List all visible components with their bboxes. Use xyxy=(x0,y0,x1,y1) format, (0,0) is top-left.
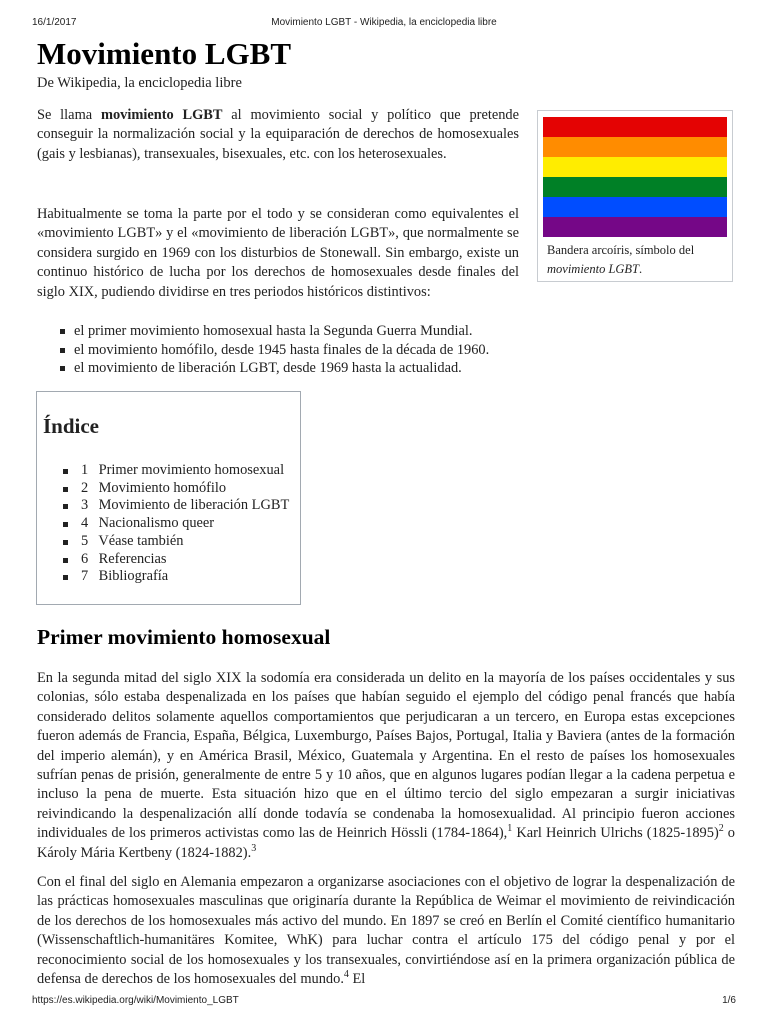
toc-item-number: 6 xyxy=(81,550,89,567)
reference-link[interactable]: 1 xyxy=(507,823,513,835)
toc-item-number: 7 xyxy=(81,568,89,585)
page-title: Movimiento LGBT xyxy=(37,36,292,71)
print-date: 16/1/2017 xyxy=(32,17,77,28)
toc-item-label[interactable]: Referencias xyxy=(98,550,167,567)
section-p2-text: Con el final del siglo en Alemania empezaron a organizarse asociaciones con el objetivo de lograr la despenalización de las prácticas homosexuales masculinas que originaría durante la República de Weimar el movimiento de reivindicación de los derechos de los homosexuales más activo del mundo. En 1897 se creó en Berlín el Comité científico humanitario (Wissenschaftlich-humanitäres Komitee, WhK) para luchar contra el artículo 175 del código penal y por el reconocimiento social de los homosexuales y los transexuales, convirtiéndose así en la primera organización pública de defensa de derechos de los homosexuales del mundo. xyxy=(37,874,735,988)
toc-item-label[interactable]: Movimiento de liberación LGBT xyxy=(98,497,290,514)
site-tagline: De Wikipedia, la enciclopedia libre xyxy=(37,75,242,91)
toc-item-label[interactable]: Primer movimiento homosexual xyxy=(98,462,285,478)
toc-item-label[interactable]: Movimiento homófilo xyxy=(98,479,227,496)
caption-text: Bandera arcoíris, símbolo del xyxy=(547,243,695,257)
toc-list xyxy=(63,462,289,586)
infobox-caption xyxy=(547,241,727,279)
print-footer xyxy=(32,995,736,1006)
intro-p1-post: al movimiento social y político que pretende conseguir la normalización social y la equiparación de derechos de homosexuales (gais y lesbianas), transexuales, bisexuales, etc. con los heterosexuales. xyxy=(37,107,520,162)
flag-stripe-red xyxy=(543,117,727,137)
toc-item[interactable] xyxy=(63,462,289,480)
section-p2-end: El xyxy=(348,971,366,988)
section-paragraph-2 xyxy=(37,873,735,989)
toc-item-number: 1 xyxy=(81,462,89,478)
caption-link[interactable]: movimiento LGBT xyxy=(547,262,640,276)
reference-link[interactable]: 2 xyxy=(718,823,724,835)
toc-item-label[interactable]: Bibliografía xyxy=(98,568,169,585)
flag-stripe-blue xyxy=(543,197,727,217)
list-item: el movimiento de liberación LGBT, desde 1969 hasta la actualidad. xyxy=(54,359,489,378)
toc-item-number: 4 xyxy=(81,515,89,532)
print-header xyxy=(32,17,736,28)
toc-item[interactable] xyxy=(63,533,289,551)
toc-item[interactable] xyxy=(63,551,289,569)
section-p1-mid2: o Károly Mária Kertbeny (1824-1882). xyxy=(37,825,735,861)
flag-stripe-orange xyxy=(543,137,727,157)
periods-list xyxy=(54,322,489,378)
toc-item[interactable] xyxy=(63,497,289,515)
flag-stripe-yellow xyxy=(543,157,727,177)
toc-item-label[interactable]: Nacionalismo queer xyxy=(98,515,215,532)
print-page-title: Movimiento LGBT - Wikipedia, la enciclopedia libre xyxy=(271,17,497,28)
list-item: el movimiento homófilo, desde 1945 hasta finales de la década de 1960. xyxy=(54,341,489,360)
table-of-contents xyxy=(36,391,301,605)
reference-link[interactable]: 4 xyxy=(343,969,349,981)
toc-item-number: 5 xyxy=(81,532,89,549)
intro-paragraph-1 xyxy=(37,106,519,164)
section-p1-text: En la segunda mitad del siglo XIX la sodomía era considerada un delito en la mayoría de los países occidentales y sus colonias, sólo estaba despenalizada en los países que habían seguido el ejemplo del código penal francés que había considerado delitos solamente aquellos comportamientos que perjudicaran a un tercero, en Europa estas excepciones fueron además de Francia, España, Bélgica, Luxemburgo, Países Bajos, Portugal, Italia y Baviera (antes de la formación del imperio alemán), y en América Brasil, México, Guatemala y Argentina. En el resto de países los homosexuales sufrían penas de prisión, generalmente de entre 5 y 10 años, que en algunos lugares podían llegar a la cadena perpetua e incluso la pena de muerte. Esta situación hizo que en el último tercio del siglo empezaran a surgir iniciativas reivindicando la despenalización allí donde todavía se condenaba la homosexualidad. Al principio fueron acciones individuales de los primeros activistas como las de Heinrich Hössli (1784-1864), xyxy=(37,670,735,842)
toc-item-number: 3 xyxy=(81,497,89,514)
flag-stripe-violet xyxy=(543,217,727,237)
print-url: https://es.wikipedia.org/wiki/Movimiento_LGBT xyxy=(32,995,239,1006)
print-page-number: 1/6 xyxy=(722,995,736,1006)
intro-p1-bold: movimiento LGBT xyxy=(100,107,223,123)
toc-title: Índice xyxy=(43,414,100,438)
section-p1-mid1: Karl Heinrich Ulrichs (1825-1895) xyxy=(512,825,719,842)
section-paragraph-1 xyxy=(37,669,735,863)
intro-paragraph-2: Habitualmente se toma la parte por el todo y se consideran como equivalentes el «movimiento LGBT» y el «movimiento de liberación LGBT», que normalmente se considera surgido en 1969 con los disturbios de Stonewall. Sin embargo, existe un continuo histórico de lucha por los derechos de homosexuales desde finales del siglo XIX, pudiendo dividirse en tres periodos históricos distintivos: xyxy=(37,206,519,300)
section-heading: Primer movimiento homosexual xyxy=(37,625,331,649)
flag-stripe-green xyxy=(543,177,727,197)
toc-item[interactable] xyxy=(63,515,289,533)
infobox xyxy=(537,110,733,282)
list-item: el primer movimiento homosexual hasta la Segunda Guerra Mundial. xyxy=(54,322,489,341)
caption-end: . xyxy=(639,262,643,276)
toc-item[interactable] xyxy=(63,480,289,498)
rainbow-flag-image[interactable] xyxy=(543,117,727,237)
toc-item[interactable] xyxy=(63,568,289,586)
toc-item-label[interactable]: Véase también xyxy=(98,532,184,549)
toc-item-number: 2 xyxy=(81,479,89,496)
intro-p1-pre: Se llama xyxy=(37,107,101,123)
reference-link[interactable]: 3 xyxy=(251,842,257,854)
